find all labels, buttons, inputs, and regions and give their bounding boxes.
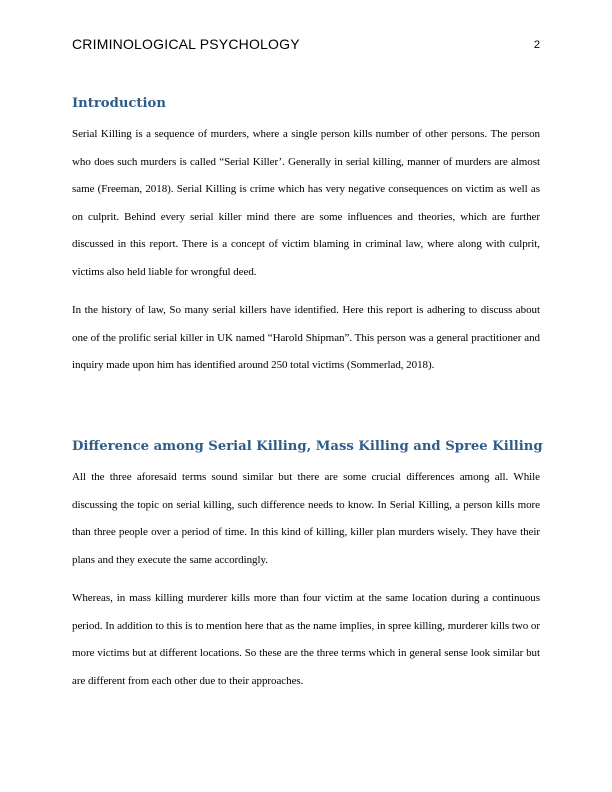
paragraph-introduction-2: In the history of law, So many serial killers have identified. Here this report is adhering to discuss about one of the prolific serial killer in UK named “Harold Shipman”. This person was a general practitioner and inquiry made upon him has identified around 250 total victims (Sommerlad, 2018). [72,304,540,371]
paragraph-introduction-1: Serial Killing is a sequence of murders, where a single person kills number of other persons. The person who does such murders is called “Serial Killer’. Generally in serial killing, manner of murders are almost same (Freeman, 2018). Serial Killing is crime which has very negative consequences on victim as well as on culprit. Behind every serial killer mind there are some influences and theories, which are further discussed in this report. There is a concept of victim blaming in criminal law, where along with culprit, victims also held liable for wrongful deed. [72,128,540,278]
paragraph-difference-2: Whereas, in mass killing murderer kills more than four victim at the same location during a continuous period. In addition to this is to mention here that as the name implies, in spree killing, murderer kills two or more victims but at different locations. So these are the three terms which in general sense look similar but are different from each other due to their approaches. [72,592,540,687]
section-heading-difference: Difference among Serial Killing, Mass Killing and Spree Killing [72,439,543,454]
paragraph-difference-1: All the three aforesaid terms sound similar but there are some crucial differences among all. While discussing the topic on serial killing, such difference needs to know. In Serial Killing, a person kills more than three people over a period of time. In this kind of killing, killer plan murders wisely. They have their plans and they execute the same accordingly. [72,471,540,566]
section-heading-introduction: Introduction [72,96,166,111]
running-head: CRIMINOLOGICAL PSYCHOLOGY [72,36,300,52]
page-number: 2 [533,39,540,51]
